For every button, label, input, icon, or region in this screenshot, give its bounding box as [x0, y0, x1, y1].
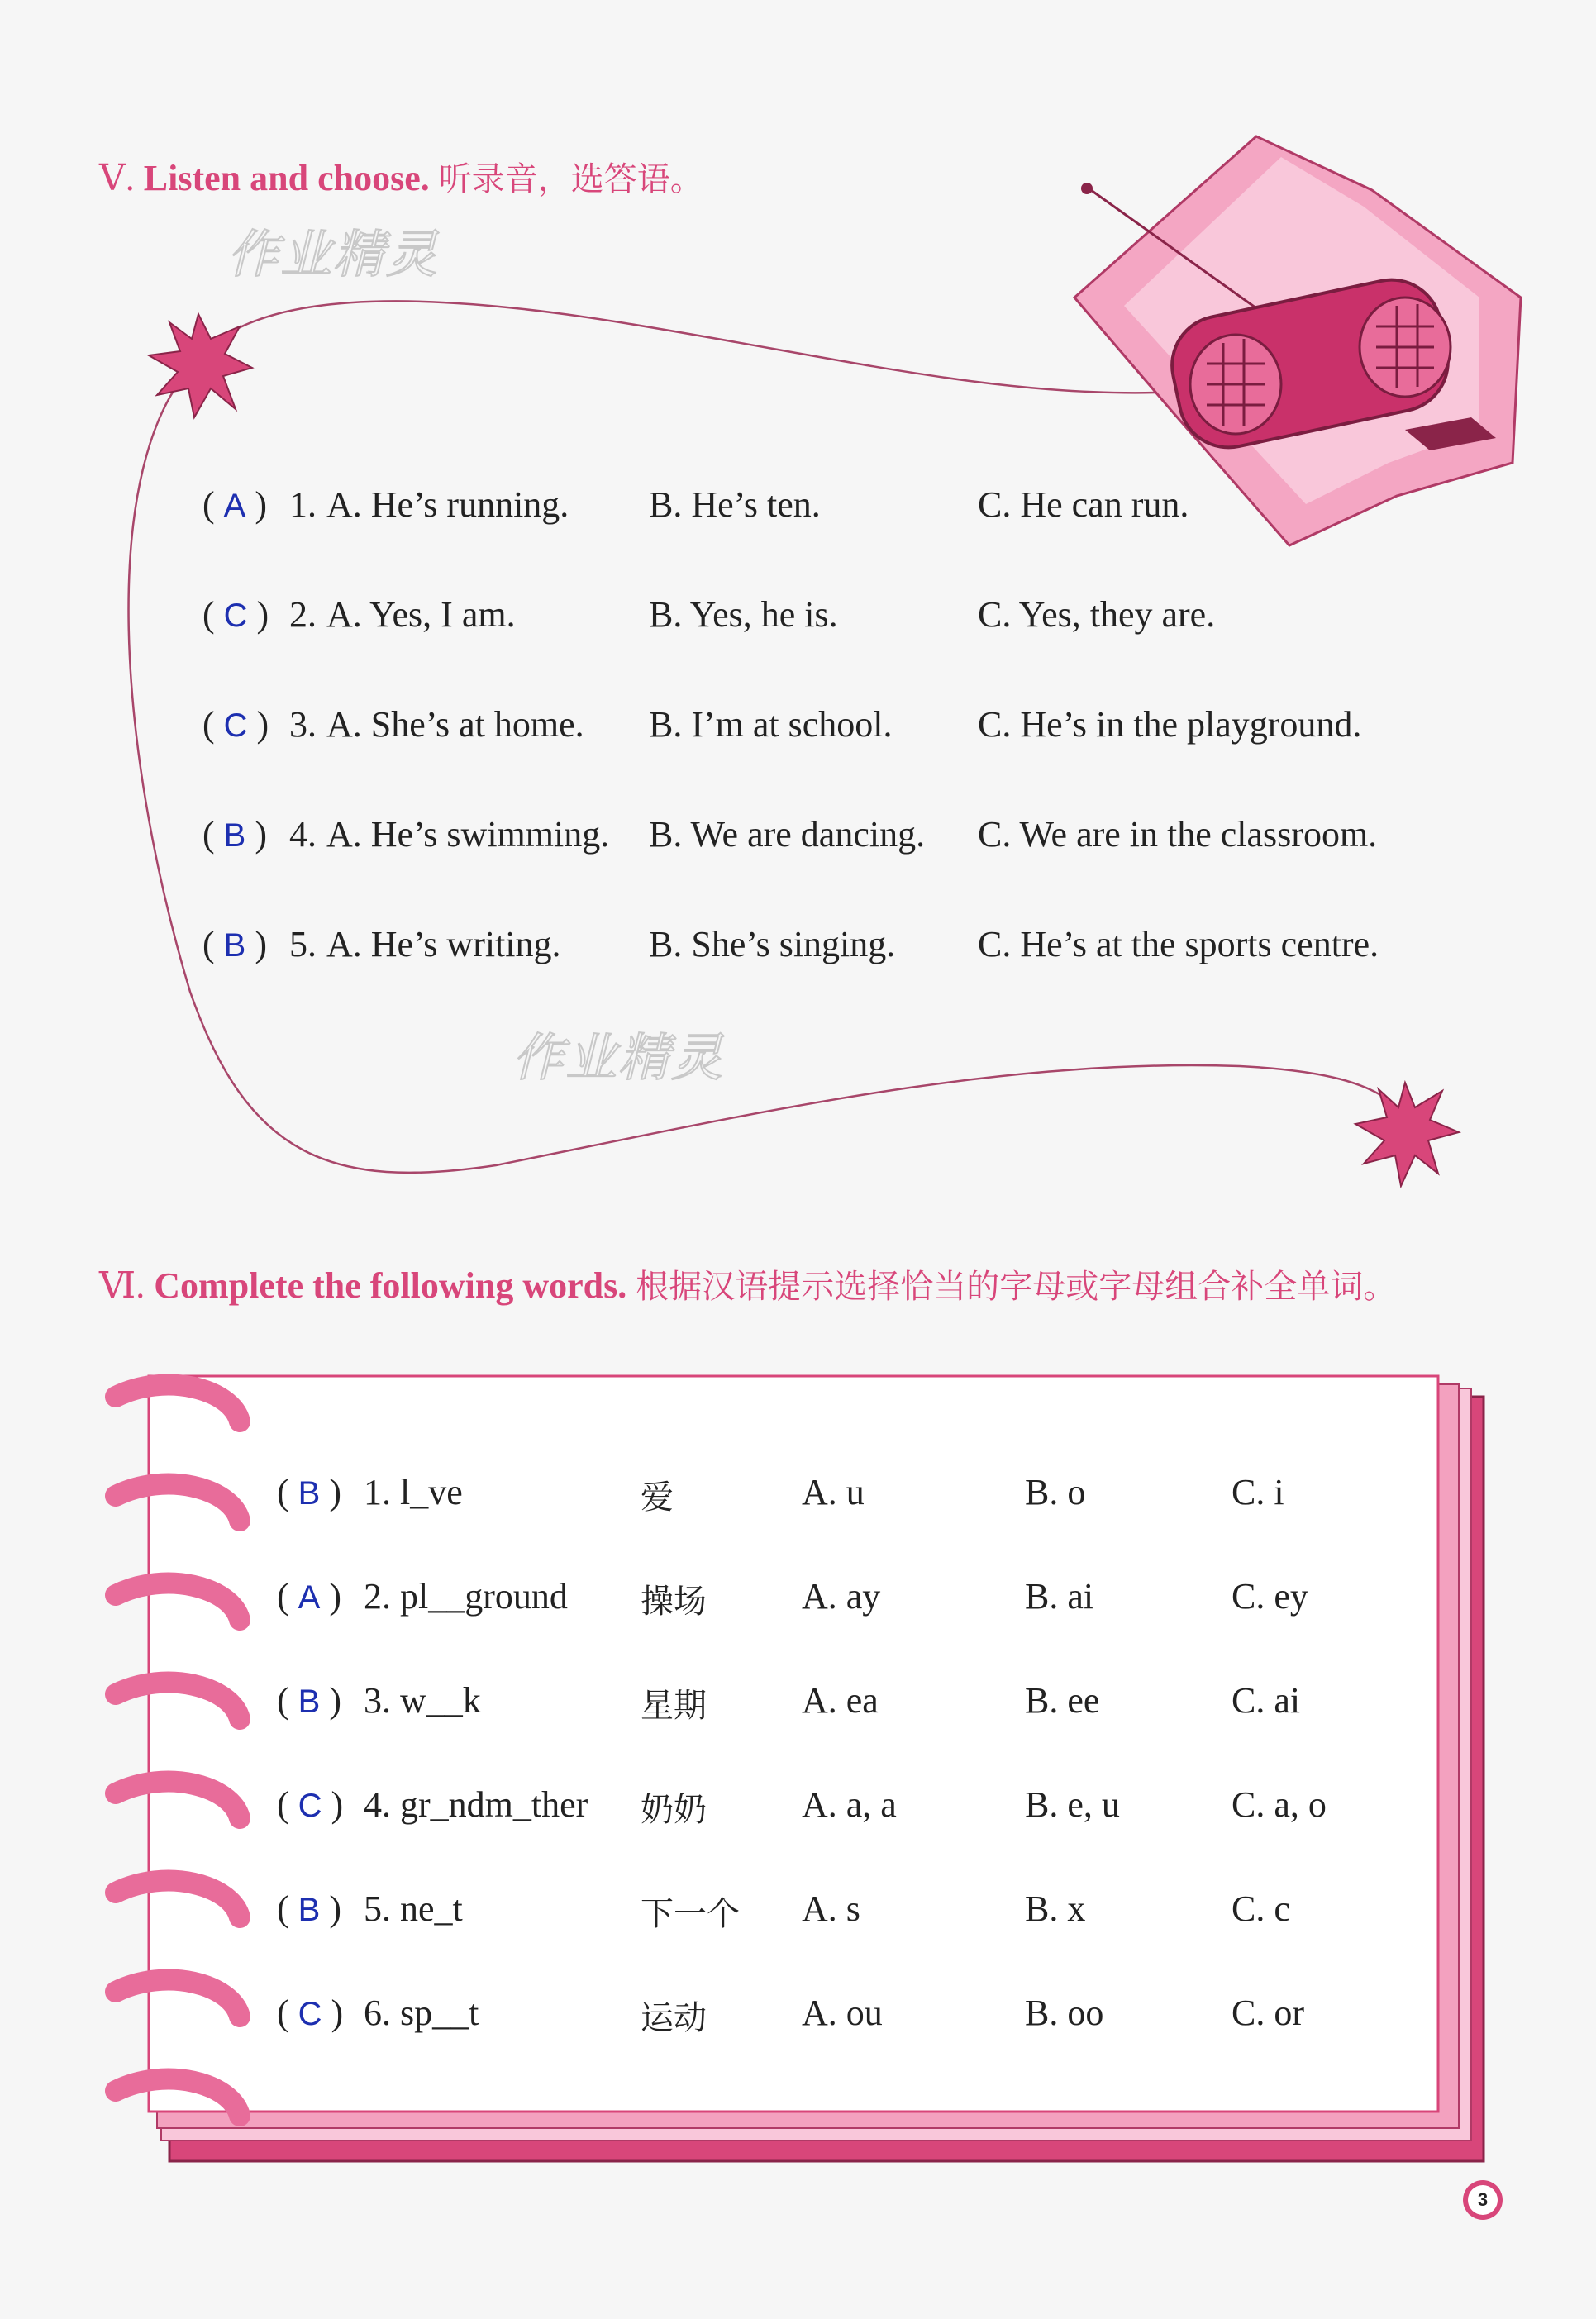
option-b: B. I’m at school. — [649, 704, 893, 745]
chinese-hint: 下一个 — [641, 1895, 740, 1933]
option-c: C. He’s in the playground. — [978, 704, 1362, 745]
answer-bracket: ( A ) — [202, 484, 267, 525]
option-a: A. She’s at home. — [326, 704, 584, 745]
answer-letter: C — [298, 1996, 322, 2032]
answer-letter: A — [298, 1579, 321, 1616]
answer-bracket: ( B ) — [277, 1680, 341, 1721]
answer-letter: C — [223, 707, 248, 744]
option-a: A. Yes, I am. — [326, 594, 516, 635]
chinese-hint: 奶奶 — [641, 1791, 707, 1829]
option-b: B. ai — [1025, 1576, 1094, 1617]
option-c: C. i — [1232, 1472, 1284, 1512]
answer-bracket: ( C ) — [277, 1784, 344, 1825]
word-blank: 6. sp__t — [364, 1993, 479, 2033]
word-blank: 5. ne_t — [364, 1888, 463, 1929]
option-a: A. ea — [802, 1680, 879, 1721]
chinese-hint: 操场 — [641, 1583, 707, 1621]
section-title-en: Listen and choose. — [143, 158, 430, 198]
answer-bracket: ( C ) — [202, 594, 269, 635]
watermark: 作业精灵 — [512, 1027, 725, 1088]
page-number: 3 — [1468, 2185, 1498, 2215]
answer-letter: B — [298, 1683, 321, 1720]
option-a: A. u — [802, 1472, 865, 1512]
option-c: C. or — [1232, 1993, 1304, 2033]
option-b: B. x — [1025, 1888, 1086, 1929]
chinese-hint: 爱 — [641, 1479, 674, 1517]
word-blank: 4. gr_ndm_ther — [364, 1784, 588, 1825]
option-a: A. s — [802, 1888, 860, 1929]
page-number-badge — [1463, 2180, 1503, 2220]
question-number: 3. — [289, 704, 317, 745]
section-title-en: Complete the following words. — [154, 1265, 627, 1306]
option-c: C. ai — [1232, 1680, 1301, 1721]
answer-letter: A — [223, 488, 246, 524]
option-c: C. He’s at the sports centre. — [978, 924, 1379, 964]
word-blank: 3. w__k — [364, 1680, 481, 1721]
option-a: A. He’s swimming. — [326, 814, 610, 855]
option-a: A. He’s writing. — [326, 924, 561, 964]
option-b: B. Yes, he is. — [649, 594, 838, 635]
section-5-heading — [99, 153, 703, 200]
option-c: C. a, o — [1232, 1784, 1327, 1825]
star-burst-icon — [1355, 1083, 1459, 1186]
answer-bracket: ( B ) — [202, 924, 267, 964]
answer-letter: C — [298, 1788, 322, 1824]
answer-letter: B — [223, 927, 246, 964]
section-number: Ⅴ. — [99, 158, 135, 198]
answer-letter: B — [298, 1892, 321, 1928]
word-blank: 1. l_ve — [364, 1472, 463, 1512]
answer-bracket: ( B ) — [277, 1472, 341, 1512]
option-b: B. ee — [1025, 1680, 1100, 1721]
option-c: C. Yes, they are. — [978, 594, 1216, 635]
option-b: B. oo — [1025, 1993, 1104, 2033]
option-b: B. e, u — [1025, 1784, 1120, 1825]
answer-letter: B — [223, 817, 246, 854]
answer-bracket: ( B ) — [277, 1888, 341, 1929]
question-number: 1. — [289, 484, 317, 525]
question-number: 5. — [289, 924, 317, 964]
section-title-zh: 根据汉语提示选择恰当的字母或字母组合补全单词。 — [636, 1268, 1397, 1306]
option-c: C. ey — [1232, 1576, 1308, 1617]
chinese-hint: 星期 — [641, 1687, 707, 1725]
answer-bracket: ( C ) — [277, 1993, 344, 2033]
option-a: A. ou — [802, 1993, 883, 2033]
star-burst-icon — [149, 314, 252, 417]
chinese-hint: 运动 — [641, 1999, 707, 2037]
word-blank: 2. pl__ground — [364, 1576, 568, 1617]
option-a: A. He’s running. — [326, 484, 569, 525]
option-b: B. We are dancing. — [649, 814, 926, 855]
section-title-zh: 听录音，选答语。 — [438, 160, 703, 198]
question-number: 4. — [289, 814, 317, 855]
section-6-heading — [99, 1260, 1396, 1307]
watermark: 作业精灵 — [227, 224, 440, 284]
option-a: A. ay — [802, 1576, 881, 1617]
option-c: C. c — [1232, 1888, 1290, 1929]
section-number: Ⅵ. — [99, 1265, 145, 1306]
answer-letter: B — [298, 1475, 321, 1512]
answer-bracket: ( B ) — [202, 814, 267, 855]
answer-letter: C — [223, 598, 248, 634]
option-c: C. He can run. — [978, 484, 1189, 525]
question-number: 2. — [289, 594, 317, 635]
option-a: A. a, a — [802, 1784, 897, 1825]
option-b: B. o — [1025, 1472, 1086, 1512]
option-c: C. We are in the classroom. — [978, 814, 1378, 855]
answer-bracket: ( A ) — [277, 1576, 341, 1617]
option-b: B. She’s singing. — [649, 924, 896, 964]
option-b: B. He’s ten. — [649, 484, 821, 525]
answer-bracket: ( C ) — [202, 704, 269, 745]
